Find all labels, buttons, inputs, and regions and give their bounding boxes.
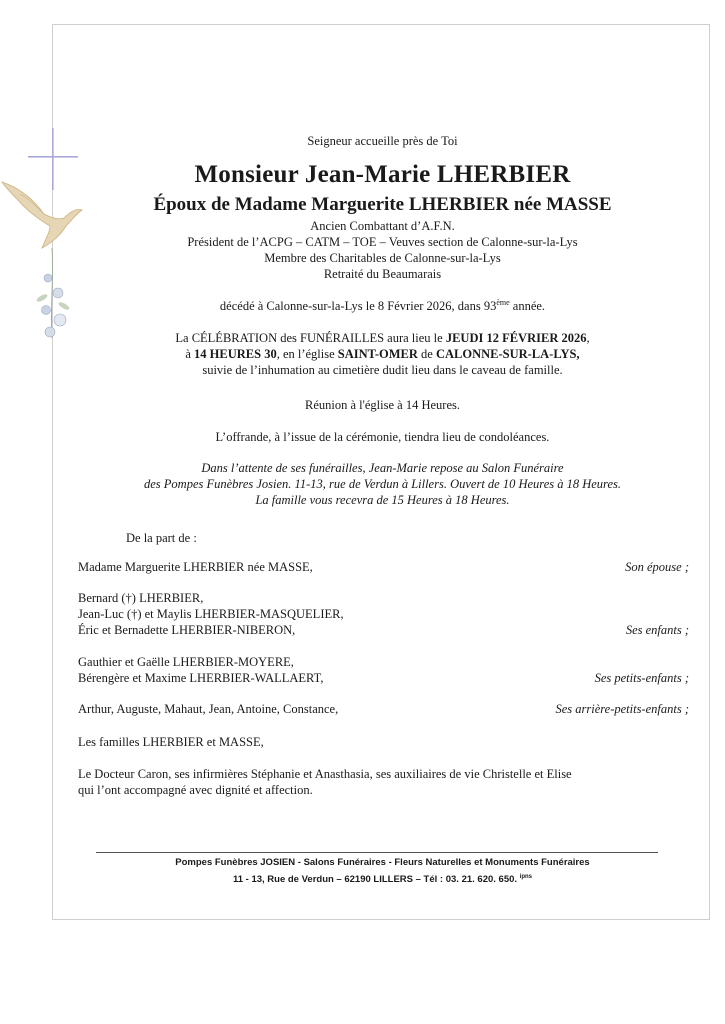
spouse-line: Époux de Madame Marguerite LHERBIER née MASSE xyxy=(153,194,612,215)
repose-line: Dans l’attente de ses funérailles, Jean-Marie repose au Salon Funéraire xyxy=(201,461,564,475)
family-name: Bérengère et Maxime LHERBIER-WALLAERT, xyxy=(78,671,324,685)
care-line: Le Docteur Caron, ses infirmières Stéphanie et Anasthasia, ses auxiliaires de vie Christelle et Elise xyxy=(78,767,572,781)
title-line: Retraité du Beaumarais xyxy=(323,267,442,281)
footer-address: 11 - 13, Rue de Verdun – 62190 LILLERS – Tél : 03. 21. 620. 650. $^{ipns}$ xyxy=(232,874,533,885)
family-role: Ses arrière-petits-enfants ; xyxy=(555,702,689,716)
footer-company: Pompes Funèbres JOSIEN - Salons Funéraires - Fleurs Naturelles et Monuments Funéraires xyxy=(175,857,590,868)
title-line: Ancien Combattant d’A.F.N. xyxy=(310,219,455,233)
meeting-notice: Réunion à l'église à 14 Heures. xyxy=(305,398,460,412)
funeral-line-2: à 14 HEURES 30, en l’église SAINT-OMER de CALONNE-SUR-LA-LYS, xyxy=(185,347,580,361)
title-line: Président de l’ACPG – CATM – TOE – Veuves section de Calonne-sur-la-Lys xyxy=(187,235,578,249)
footer-mark: ipns xyxy=(519,874,533,880)
invocation: Seigneur accueille près de Toi xyxy=(307,134,458,148)
from-label: De la part de : xyxy=(126,531,197,545)
family-role: Ses petits-enfants ; xyxy=(594,671,689,685)
footer-divider xyxy=(96,852,658,853)
family-name: Arthur, Auguste, Mahaut, Jean, Antoine, Constance, xyxy=(78,702,339,716)
family-name: Gauthier et Gaëlle LHERBIER-MOYERE, xyxy=(78,655,294,669)
families-line: Les familles LHERBIER et MASSE, xyxy=(78,735,264,749)
funeral-line-3: suivie de l’inhumation au cimetière dudit lieu dans le caveau de famille. xyxy=(202,363,563,377)
family-name: Madame Marguerite LHERBIER née MASSE, xyxy=(78,560,313,574)
funeral-line-1: La CÉLÉBRATION des FUNÉRAILLES aura lieu le JEUDI 12 FÉVRIER 2026, xyxy=(175,331,590,345)
death-notice: décédé à Calonne-sur-la-Lys le 8 Février 2026, dans 93ème année. xyxy=(219,298,546,313)
family-role: Son épouse ; xyxy=(625,560,689,574)
family-name: Éric et Bernadette LHERBIER-NIBERON, xyxy=(78,623,296,637)
title-line: Membre des Charitables de Calonne-sur-la-Lys xyxy=(264,251,501,265)
family-name: Bernard (†) LHERBIER, xyxy=(78,591,204,605)
deceased-name: Monsieur Jean-Marie LHERBIER xyxy=(194,161,571,188)
repose-line: des Pompes Funèbres Josien. 11-13, rue de Verdun à Lillers. Ouvert de 10 Heures à 18 Heures. xyxy=(144,477,621,491)
care-line: qui l’ont accompagné avec dignité et affection. xyxy=(78,783,313,797)
family-name: Jean-Luc (†) et Maylis LHERBIER-MASQUELIER, xyxy=(78,607,344,621)
offering-notice: L’offrande, à l’issue de la cérémonie, tiendra lieu de condoléances. xyxy=(215,430,550,444)
repose-line: La famille vous recevra de 15 Heures à 18 Heures. xyxy=(255,493,510,507)
family-role: Ses enfants ; xyxy=(625,623,689,637)
